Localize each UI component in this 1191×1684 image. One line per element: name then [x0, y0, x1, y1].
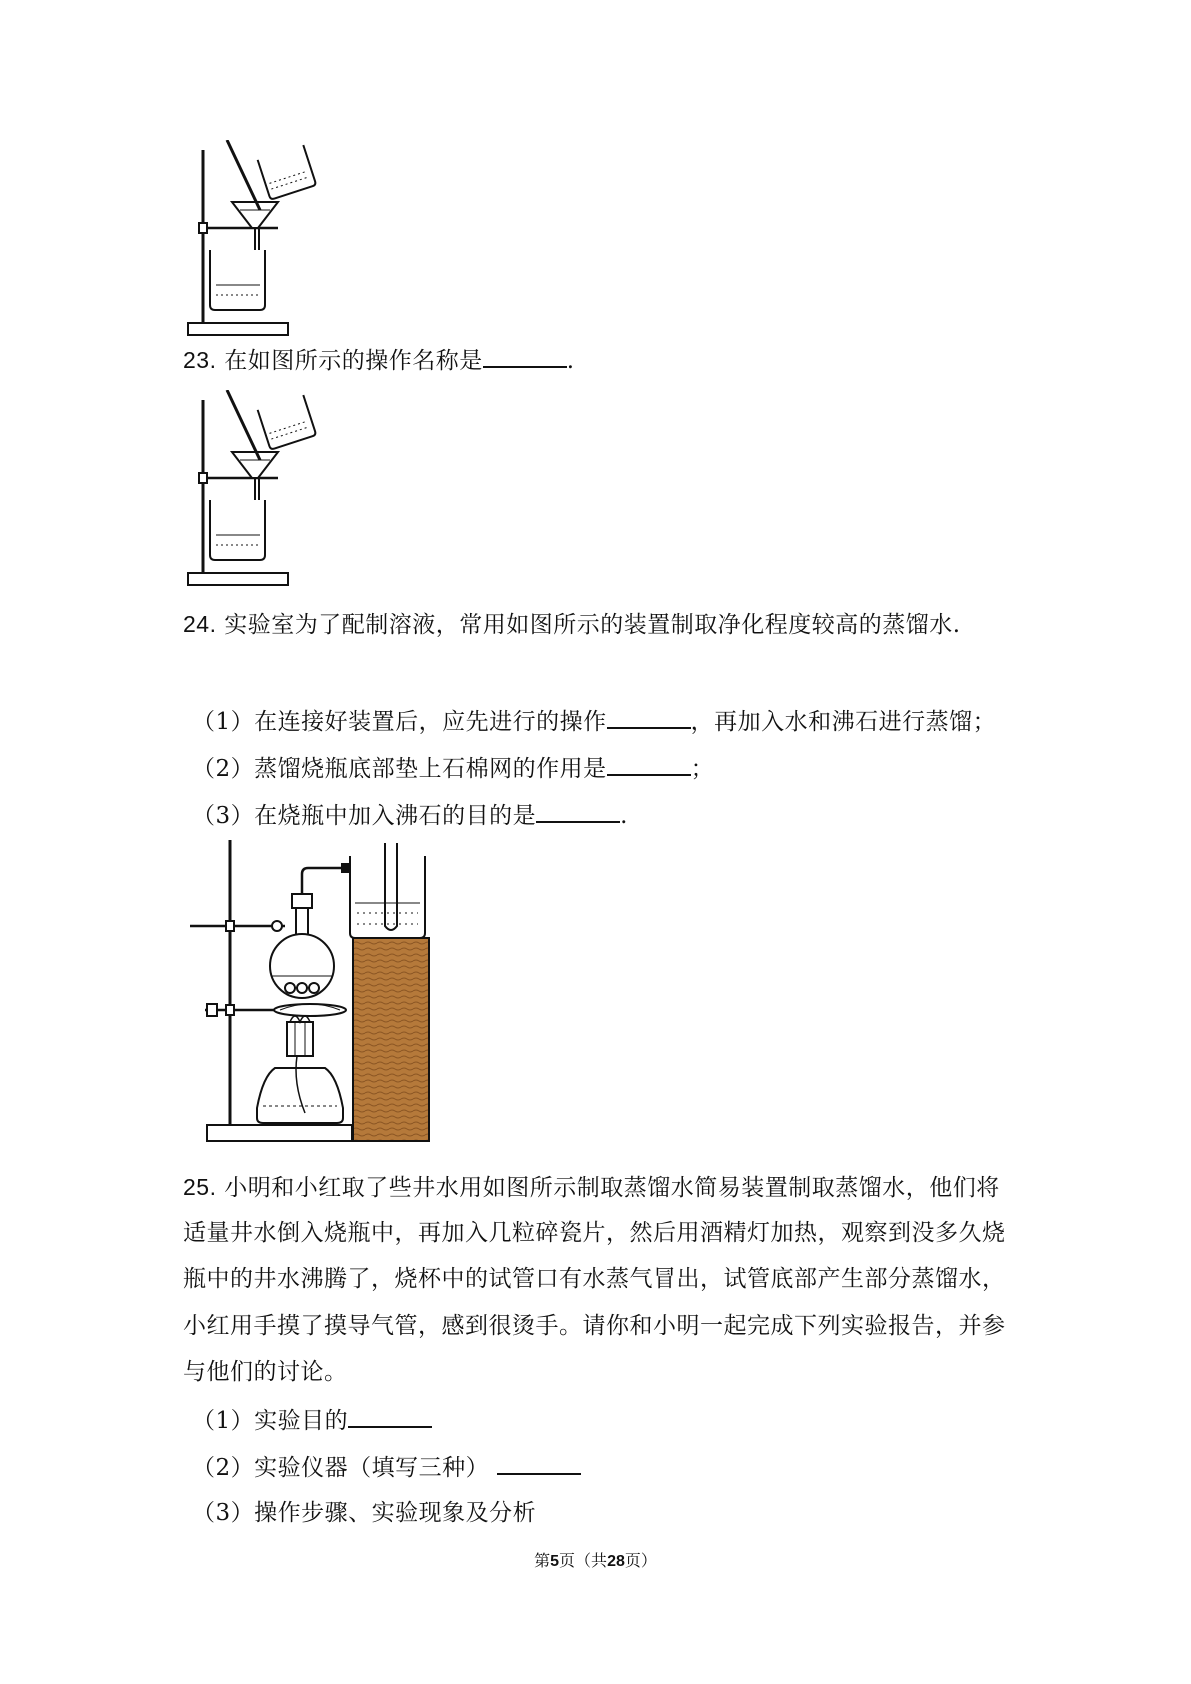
question-25-sub1-text: （1）实验目的 [192, 1408, 349, 1434]
question-24-sub2 [192, 752, 714, 784]
answer-blank-24-2[interactable] [607, 752, 691, 776]
question-25-sub2-text: （2）实验仪器（填写三种） [192, 1455, 490, 1481]
question-23-text: 在如图所示的操作名称是 [224, 348, 483, 374]
question-24 [183, 609, 961, 640]
answer-blank-25-1[interactable] [348, 1404, 432, 1428]
answer-blank-24-3[interactable] [536, 799, 620, 823]
question-24-sub2-prefix: （2）蒸馏烧瓶底部垫上石棉网的作用是 [192, 756, 607, 782]
question-25-line-4: 小红用手摸了摸导气管，感到很烫手。请你和小明一起完成下列实验报告，并参 [183, 1313, 1006, 1339]
question-25-sub1 [192, 1404, 432, 1436]
question-25-sub2 [192, 1451, 581, 1483]
question-25-sub3: （3）操作步骤、实验现象及分析 [192, 1500, 537, 1526]
question-24-sub3-suffix: . [620, 803, 628, 829]
question-24-sub3-prefix: （3）在烧瓶中加入沸石的目的是 [192, 803, 537, 829]
question-24-sub1 [192, 705, 996, 737]
question-23-end: . [566, 348, 575, 374]
question-24-sub1-prefix: （1）在连接好装置后，应先进行的操作 [192, 709, 607, 735]
question-25-line-5: 与他们的讨论。 [183, 1359, 348, 1385]
filtration-figure-1 [180, 140, 320, 340]
filtration-figure-2 [180, 390, 320, 590]
distillation-figure [185, 838, 475, 1148]
answer-blank-25-2[interactable] [497, 1451, 581, 1475]
question-25-line-2: 适量井水倒入烧瓶中，再加入几粒碎瓷片，然后用酒精灯加热，观察到没多久烧 [183, 1220, 1006, 1246]
question-23-number: 23. [183, 347, 217, 373]
question-24-sub3 [192, 799, 628, 831]
question-25-line-3: 瓶中的井水沸腾了，烧杯中的试管口有水蒸气冒出，试管底部产生部分蒸馏水， [183, 1266, 1006, 1292]
footer-mid: 页（共 [559, 1551, 608, 1570]
footer-pre: 第 [534, 1551, 551, 1570]
question-24-sub1-suffix: ，再加入水和沸石进行蒸馏； [690, 709, 997, 735]
answer-blank-23[interactable] [483, 344, 567, 368]
question-24-sub2-suffix: ； [690, 756, 715, 782]
page-number: 5 [550, 1553, 560, 1570]
question-25-text-1: 小明和小红取了些井水用如图所示制取蒸馏水简易装置制取蒸馏水，他们将 [224, 1175, 1000, 1201]
page-footer [0, 1548, 1191, 1571]
footer-post: 页） [624, 1551, 657, 1570]
question-24-text: 实验室为了配制溶液，常用如图所示的装置制取净化程度较高的蒸馏水. [224, 612, 961, 638]
total-pages: 28 [607, 1553, 625, 1570]
answer-blank-24-1[interactable] [607, 705, 691, 729]
question-24-number: 24. [183, 611, 217, 637]
question-25-number: 25. [183, 1174, 217, 1200]
question-23 [183, 344, 575, 376]
question-25-line-1 [183, 1172, 1000, 1203]
